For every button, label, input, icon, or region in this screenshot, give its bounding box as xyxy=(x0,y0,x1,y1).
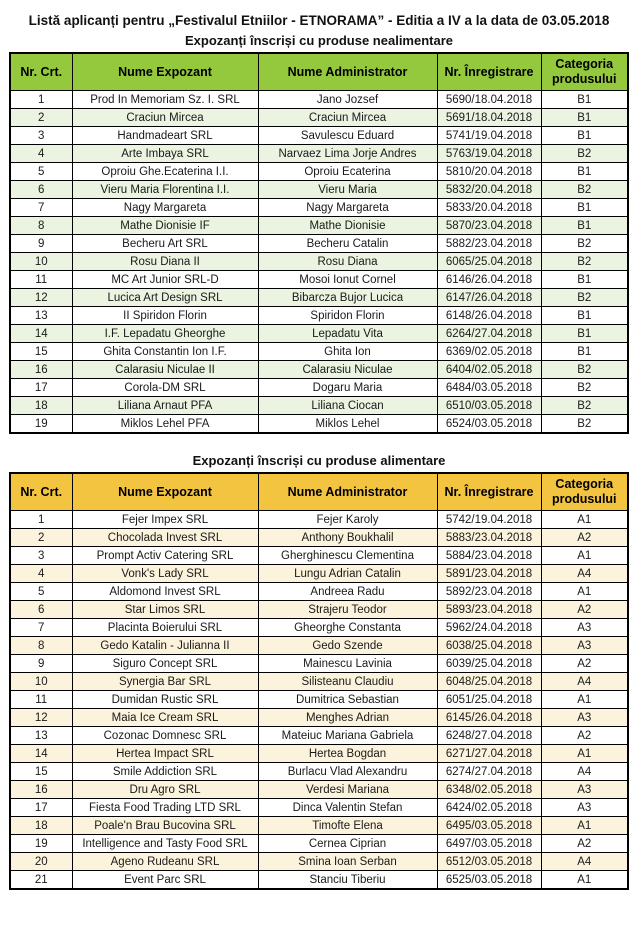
table-cell: 5893/23.04.2018 xyxy=(437,601,541,619)
table-cell: 13 xyxy=(10,307,72,325)
table-row xyxy=(10,361,628,379)
table-row xyxy=(10,853,628,871)
table-cell: Menghes Adrian xyxy=(258,709,437,727)
table-cell: 6 xyxy=(10,601,72,619)
table-cell: Maia Ice Cream SRL xyxy=(72,709,258,727)
section-subtitle-food: Expozanți înscriși cu produse alimentare xyxy=(192,453,446,468)
table-cell: Chocolada Invest SRL xyxy=(72,529,258,547)
table-cell: Aldomond Invest SRL xyxy=(72,583,258,601)
column-header: Nr. Crt. xyxy=(10,473,72,511)
table-cell: Miklos Lehel xyxy=(258,415,437,434)
table-cell: Dumitrica Sebastian xyxy=(258,691,437,709)
table-row xyxy=(10,181,628,199)
table-cell: 9 xyxy=(10,655,72,673)
table-cell: Anthony Boukhalil xyxy=(258,529,437,547)
table-cell: 10 xyxy=(10,253,72,271)
table-cell: A2 xyxy=(541,601,628,619)
table-cell: Oproiu Ecaterina xyxy=(258,163,437,181)
table-row xyxy=(10,289,628,307)
table-cell: Gedo Szende xyxy=(258,637,437,655)
table-cell: Hertea Bogdan xyxy=(258,745,437,763)
table-cell: Fiesta Food Trading LTD SRL xyxy=(72,799,258,817)
table-cell: 16 xyxy=(10,361,72,379)
table-cell: 5 xyxy=(10,583,72,601)
table-cell: Calarasiu Niculae xyxy=(258,361,437,379)
table-row xyxy=(10,709,628,727)
table-cell: 5891/23.04.2018 xyxy=(437,565,541,583)
table-cell: Event Parc SRL xyxy=(72,871,258,890)
table-row xyxy=(10,91,628,109)
table-cell: 7 xyxy=(10,619,72,637)
table-cell: MC Art Junior SRL-D xyxy=(72,271,258,289)
table-cell: B2 xyxy=(541,253,628,271)
table-row xyxy=(10,325,628,343)
table-cell: 11 xyxy=(10,691,72,709)
table-cell: A3 xyxy=(541,709,628,727)
table-cell: B2 xyxy=(541,361,628,379)
table-cell: B2 xyxy=(541,397,628,415)
table-header-food xyxy=(10,473,628,511)
table-cell: Lucica Art Design SRL xyxy=(72,289,258,307)
table-row xyxy=(10,397,628,415)
table-cell: Dinca Valentin Stefan xyxy=(258,799,437,817)
table-cell: 6524/03.05.2018 xyxy=(437,415,541,434)
table-cell: Vieru Maria Florentina I.I. xyxy=(72,181,258,199)
table-cell: 6525/03.05.2018 xyxy=(437,871,541,890)
table-cell: 6147/26.04.2018 xyxy=(437,289,541,307)
table-row xyxy=(10,271,628,289)
table-row xyxy=(10,109,628,127)
table-cell: B1 xyxy=(541,271,628,289)
table-cell: A2 xyxy=(541,835,628,853)
section-subtitle-nonfood: Expozanți înscriși cu produse nealimentare xyxy=(184,33,454,48)
table-row xyxy=(10,799,628,817)
table-cell: 11 xyxy=(10,271,72,289)
table-cell: Spiridon Florin xyxy=(258,307,437,325)
table-cell: A1 xyxy=(541,745,628,763)
table-section-food xyxy=(0,452,638,890)
table-cell: A3 xyxy=(541,619,628,637)
table-cell: Dru Agro SRL xyxy=(72,781,258,799)
table-row xyxy=(10,379,628,397)
table-cell: Smina Ioan Serban xyxy=(258,853,437,871)
table-cell: 7 xyxy=(10,199,72,217)
table-cell: Miklos Lehel PFA xyxy=(72,415,258,434)
table-cell: Craciun Mircea xyxy=(72,109,258,127)
table-cell: 5892/23.04.2018 xyxy=(437,583,541,601)
column-header: Nume Expozant xyxy=(72,53,258,91)
table-cell: 2 xyxy=(10,109,72,127)
table-cell: Corola-DM SRL xyxy=(72,379,258,397)
table-cell: 15 xyxy=(10,763,72,781)
table-cell: Lungu Adrian Catalin xyxy=(258,565,437,583)
table-row xyxy=(10,529,628,547)
table-cell: 19 xyxy=(10,415,72,434)
table-row xyxy=(10,511,628,529)
table-cell: Ageno Rudeanu SRL xyxy=(72,853,258,871)
column-header: Categoria produsului xyxy=(541,53,628,91)
table-row xyxy=(10,565,628,583)
table-row xyxy=(10,253,628,271)
table-cell: Gheorghe Constanta xyxy=(258,619,437,637)
table-cell: Rosu Diana xyxy=(258,253,437,271)
table-cell: Placinta Boierului SRL xyxy=(72,619,258,637)
table-cell: Synergia Bar SRL xyxy=(72,673,258,691)
table-cell: 6484/03.05.2018 xyxy=(437,379,541,397)
table-cell: Timofte Elena xyxy=(258,817,437,835)
table-row xyxy=(10,307,628,325)
table-body-food xyxy=(10,511,628,890)
table-cell: 6271/27.04.2018 xyxy=(437,745,541,763)
table-cell: 6038/25.04.2018 xyxy=(437,637,541,655)
table-cell: 10 xyxy=(10,673,72,691)
table-cell: Mathe Dionisie IF xyxy=(72,217,258,235)
table-cell: A1 xyxy=(541,871,628,890)
table-cell: Strajeru Teodor xyxy=(258,601,437,619)
table-cell: B1 xyxy=(541,127,628,145)
table-cell: Nagy Margareta xyxy=(258,199,437,217)
table-cell: B1 xyxy=(541,217,628,235)
table-cell: Silisteanu Claudiu xyxy=(258,673,437,691)
table-cell: A2 xyxy=(541,529,628,547)
table-cell: 5882/23.04.2018 xyxy=(437,235,541,253)
table-cell: Nagy Margareta xyxy=(72,199,258,217)
table-cell: Ghita Constantin Ion I.F. xyxy=(72,343,258,361)
table-row xyxy=(10,835,628,853)
table-row xyxy=(10,127,628,145)
table-cell: Vieru Maria xyxy=(258,181,437,199)
column-header: Nr. Înregistrare xyxy=(437,53,541,91)
table-cell: Cernea Ciprian xyxy=(258,835,437,853)
table-cell: 6348/02.05.2018 xyxy=(437,781,541,799)
header-row xyxy=(10,473,628,511)
table-cell: 6404/02.05.2018 xyxy=(437,361,541,379)
table-cell: 9 xyxy=(10,235,72,253)
table-section-nonfood xyxy=(0,32,638,434)
table-cell: 5 xyxy=(10,163,72,181)
table-row xyxy=(10,763,628,781)
table-cell: 6497/03.05.2018 xyxy=(437,835,541,853)
table-cell: 6145/26.04.2018 xyxy=(437,709,541,727)
table-cell: 6248/27.04.2018 xyxy=(437,727,541,745)
table-cell: Andreea Radu xyxy=(258,583,437,601)
table-cell: Craciun Mircea xyxy=(258,109,437,127)
column-header: Nr. Înregistrare xyxy=(437,473,541,511)
table-cell: A3 xyxy=(541,781,628,799)
page-title: Listă aplicanți pentru „Festivalul Etniilor - ETNORAMA” - Editia a IV a la data de 03.05.2018 xyxy=(28,13,610,28)
header-row xyxy=(10,53,628,91)
table-cell: Becheru Catalin xyxy=(258,235,437,253)
table-cell: Prod In Memoriam Sz. I. SRL xyxy=(72,91,258,109)
table-row xyxy=(10,583,628,601)
table-cell: B1 xyxy=(541,343,628,361)
table-cell: B1 xyxy=(541,163,628,181)
table-cell: Prompt Activ Catering SRL xyxy=(72,547,258,565)
table-cell: Gedo Katalin - Julianna II xyxy=(72,637,258,655)
table-cell: Liliana Ciocan xyxy=(258,397,437,415)
table-cell: 8 xyxy=(10,637,72,655)
table-cell: B2 xyxy=(541,289,628,307)
table-cell: B2 xyxy=(541,145,628,163)
table-row xyxy=(10,217,628,235)
table-cell: Calarasiu Niculae II xyxy=(72,361,258,379)
table-cell: Mathe Dionisie xyxy=(258,217,437,235)
table-cell: 5883/23.04.2018 xyxy=(437,529,541,547)
table-cell: Handmadeart SRL xyxy=(72,127,258,145)
table-cell: II Spiridon Florin xyxy=(72,307,258,325)
table-cell: A1 xyxy=(541,511,628,529)
table-cell: 2 xyxy=(10,529,72,547)
table-cell: 3 xyxy=(10,547,72,565)
table-row xyxy=(10,655,628,673)
table-cell: Dumidan Rustic SRL xyxy=(72,691,258,709)
table-cell: 6369/02.05.2018 xyxy=(437,343,541,361)
table-cell: Bibarcza Bujor Lucica xyxy=(258,289,437,307)
table-cell: 6495/03.05.2018 xyxy=(437,817,541,835)
table-cell: A1 xyxy=(541,817,628,835)
table-row xyxy=(10,619,628,637)
table-cell: 6274/27.04.2018 xyxy=(437,763,541,781)
table-cell: A2 xyxy=(541,655,628,673)
table-cell: Rosu Diana II xyxy=(72,253,258,271)
table-cell: Narvaez Lima Jorje Andres xyxy=(258,145,437,163)
table-row xyxy=(10,163,628,181)
table-cell: Savulescu Eduard xyxy=(258,127,437,145)
table-cell: Siguro Concept SRL xyxy=(72,655,258,673)
table-cell: B2 xyxy=(541,415,628,434)
table-row xyxy=(10,673,628,691)
table-cell: 4 xyxy=(10,145,72,163)
table-cell: Star Limos SRL xyxy=(72,601,258,619)
table-cell: 21 xyxy=(10,871,72,890)
table-cell: B1 xyxy=(541,109,628,127)
table-cell: A4 xyxy=(541,565,628,583)
table-cell: Gherghinescu Clementina xyxy=(258,547,437,565)
table-cell: Fejer Karoly xyxy=(258,511,437,529)
table-cell: Mosoi Ionut Cornel xyxy=(258,271,437,289)
table-cell: A3 xyxy=(541,637,628,655)
table-row xyxy=(10,547,628,565)
table-cell: 1 xyxy=(10,511,72,529)
table-cell: 6 xyxy=(10,181,72,199)
table-cell: Lepadatu Vita xyxy=(258,325,437,343)
table-cell: 16 xyxy=(10,781,72,799)
table-cell: B2 xyxy=(541,379,628,397)
table-cell: 6051/25.04.2018 xyxy=(437,691,541,709)
table-cell: 6039/25.04.2018 xyxy=(437,655,541,673)
applicants-table-nonfood xyxy=(9,52,629,434)
table-cell: 6065/25.04.2018 xyxy=(437,253,541,271)
table-body-nonfood xyxy=(10,91,628,434)
table-cell: 6424/02.05.2018 xyxy=(437,799,541,817)
table-cell: Intelligence and Tasty Food SRL xyxy=(72,835,258,853)
table-cell: Mateiuc Mariana Gabriela xyxy=(258,727,437,745)
table-cell: 5690/18.04.2018 xyxy=(437,91,541,109)
table-cell: 13 xyxy=(10,727,72,745)
table-cell: 14 xyxy=(10,325,72,343)
column-header: Nr. Crt. xyxy=(10,53,72,91)
table-cell: B1 xyxy=(541,325,628,343)
column-header: Categoria produsului xyxy=(541,473,628,511)
table-cell: A4 xyxy=(541,763,628,781)
table-row xyxy=(10,871,628,890)
applicants-table-food xyxy=(9,472,629,890)
table-cell: Jano Jozsef xyxy=(258,91,437,109)
table-row xyxy=(10,637,628,655)
table-cell: 6512/03.05.2018 xyxy=(437,853,541,871)
table-row xyxy=(10,727,628,745)
table-cell: Mainescu Lavinia xyxy=(258,655,437,673)
table-row xyxy=(10,691,628,709)
table-cell: 12 xyxy=(10,289,72,307)
table-cell: A1 xyxy=(541,691,628,709)
table-cell: 4 xyxy=(10,565,72,583)
table-cell: A4 xyxy=(541,673,628,691)
table-row xyxy=(10,415,628,434)
table-cell: A2 xyxy=(541,727,628,745)
table-cell: A1 xyxy=(541,547,628,565)
table-row xyxy=(10,199,628,217)
table-cell: 5763/19.04.2018 xyxy=(437,145,541,163)
table-cell: Fejer Impex SRL xyxy=(72,511,258,529)
table-cell: Oproiu Ghe.Ecaterina I.I. xyxy=(72,163,258,181)
table-cell: 17 xyxy=(10,799,72,817)
table-cell: 5870/23.04.2018 xyxy=(437,217,541,235)
table-cell: 6048/25.04.2018 xyxy=(437,673,541,691)
table-cell: Verdesi Mariana xyxy=(258,781,437,799)
table-cell: Ghita Ion xyxy=(258,343,437,361)
table-cell: 5810/20.04.2018 xyxy=(437,163,541,181)
table-row xyxy=(10,145,628,163)
table-cell: Liliana Arnaut PFA xyxy=(72,397,258,415)
table-row xyxy=(10,601,628,619)
table-cell: 6510/03.05.2018 xyxy=(437,397,541,415)
table-cell: B1 xyxy=(541,199,628,217)
column-header: Nume Administrator xyxy=(258,53,437,91)
table-cell: Stanciu Tiberiu xyxy=(258,871,437,890)
table-cell: 19 xyxy=(10,835,72,853)
table-cell: 1 xyxy=(10,91,72,109)
table-cell: B2 xyxy=(541,181,628,199)
table-cell: 15 xyxy=(10,343,72,361)
table-cell: Burlacu Vlad Alexandru xyxy=(258,763,437,781)
table-cell: 14 xyxy=(10,745,72,763)
table-cell: Vonk's Lady SRL xyxy=(72,565,258,583)
table-cell: 5884/23.04.2018 xyxy=(437,547,541,565)
table-row xyxy=(10,745,628,763)
table-row xyxy=(10,781,628,799)
table-cell: Smile Addiction SRL xyxy=(72,763,258,781)
table-cell: 5962/24.04.2018 xyxy=(437,619,541,637)
table-cell: Becheru Art SRL xyxy=(72,235,258,253)
table-cell: Dogaru Maria xyxy=(258,379,437,397)
table-cell: 20 xyxy=(10,853,72,871)
table-cell: Cozonac Domnesc SRL xyxy=(72,727,258,745)
table-cell: I.F. Lepadatu Gheorghe xyxy=(72,325,258,343)
table-cell: 5833/20.04.2018 xyxy=(437,199,541,217)
table-row xyxy=(10,817,628,835)
table-cell: 5741/19.04.2018 xyxy=(437,127,541,145)
table-cell: Arte Imbaya SRL xyxy=(72,145,258,163)
table-row xyxy=(10,343,628,361)
table-cell: 12 xyxy=(10,709,72,727)
table-cell: 5832/20.04.2018 xyxy=(437,181,541,199)
table-cell: 3 xyxy=(10,127,72,145)
column-header: Nume Administrator xyxy=(258,473,437,511)
column-header: Nume Expozant xyxy=(72,473,258,511)
table-header-nonfood xyxy=(10,53,628,91)
table-cell: 6264/27.04.2018 xyxy=(437,325,541,343)
table-cell: B2 xyxy=(541,235,628,253)
table-cell: 18 xyxy=(10,817,72,835)
table-cell: A1 xyxy=(541,583,628,601)
table-cell: 18 xyxy=(10,397,72,415)
table-cell: A4 xyxy=(541,853,628,871)
table-cell: 5742/19.04.2018 xyxy=(437,511,541,529)
table-cell: 17 xyxy=(10,379,72,397)
table-cell: 6148/26.04.2018 xyxy=(437,307,541,325)
table-cell: 8 xyxy=(10,217,72,235)
table-row xyxy=(10,235,628,253)
table-cell: B1 xyxy=(541,91,628,109)
table-cell: Hertea Impact SRL xyxy=(72,745,258,763)
table-cell: A3 xyxy=(541,799,628,817)
table-cell: 6146/26.04.2018 xyxy=(437,271,541,289)
table-cell: 5691/18.04.2018 xyxy=(437,109,541,127)
table-cell: B1 xyxy=(541,307,628,325)
table-cell: Poale'n Brau Bucovina SRL xyxy=(72,817,258,835)
